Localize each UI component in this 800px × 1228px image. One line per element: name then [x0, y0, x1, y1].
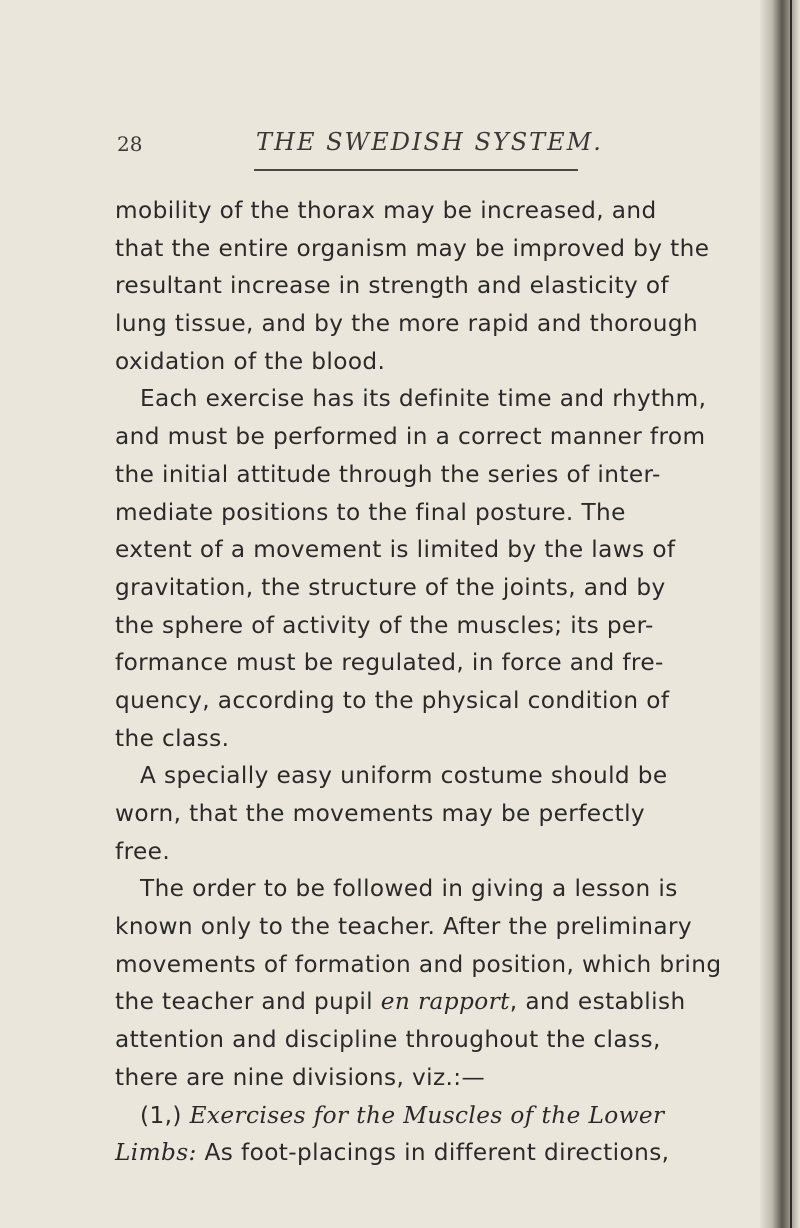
text-line: extent of a movement is limited by the laws of [115, 536, 676, 564]
text-line: gravitation, the structure of the joints, and by [115, 573, 666, 601]
text-line [115, 1097, 715, 1135]
text-segment: the teacher and pupil [115, 988, 381, 1016]
italic-phrase: en rapport [380, 988, 510, 1016]
text-line: Each exercise has its definite time and rhythm, [140, 385, 707, 413]
text-line: and must be performed in a correct manner from [115, 423, 706, 451]
text-line: mediate positions to the final posture. The [115, 498, 626, 526]
text-line: that the entire organism may be improved by the [115, 234, 710, 262]
text-line: lung tissue, and by the more rapid and thorough [115, 310, 699, 338]
text-segment: , and establish [509, 988, 686, 1016]
text-line: resultant increase in strength and elasticity of [115, 272, 670, 300]
text-line: known only to the teacher. After the preliminary [115, 913, 693, 941]
text-line: the initial attitude through the series of inter- [115, 460, 661, 488]
body-text [115, 192, 722, 1172]
text-line: attention and discipline throughout the class, [115, 1026, 661, 1054]
page-number: 28 [117, 132, 143, 156]
text-line: quency, according to the physical condition of [115, 686, 670, 714]
page-edge-line [790, 0, 792, 1228]
text-line: the class. [115, 724, 230, 752]
text-line [115, 1134, 715, 1172]
italic-heading: Limbs: [115, 1139, 197, 1167]
text-line: mobility of the thorax may be increased, and [115, 197, 657, 224]
text-line [115, 983, 715, 1021]
text-segment: As foot-placings in different directions, [196, 1139, 670, 1167]
page-header [0, 128, 760, 158]
italic-heading: Exercises for the Muscles of the Lower [189, 1101, 665, 1129]
header-rule [254, 169, 578, 171]
text-line: A specially easy uniform costume should be [140, 762, 668, 790]
text-line: formance must be regulated, in force and fre- [115, 649, 664, 677]
text-line: the sphere of activity of the muscles; its per- [115, 611, 654, 639]
text-line: The order to be followed in giving a lesson is [140, 875, 678, 903]
text-line: worn, that the movements may be perfectly [115, 800, 646, 827]
text-line: free. [115, 837, 171, 865]
text-line: there are nine divisions, viz.:— [115, 1063, 486, 1091]
text-line: movements of formation and position, which bring [115, 950, 722, 978]
running-head: THE SWEDISH SYSTEM. [256, 128, 603, 156]
list-number: (1,) [140, 1101, 190, 1129]
text-line: oxidation of the blood. [115, 347, 386, 375]
page-edge-shadow [760, 0, 800, 1228]
